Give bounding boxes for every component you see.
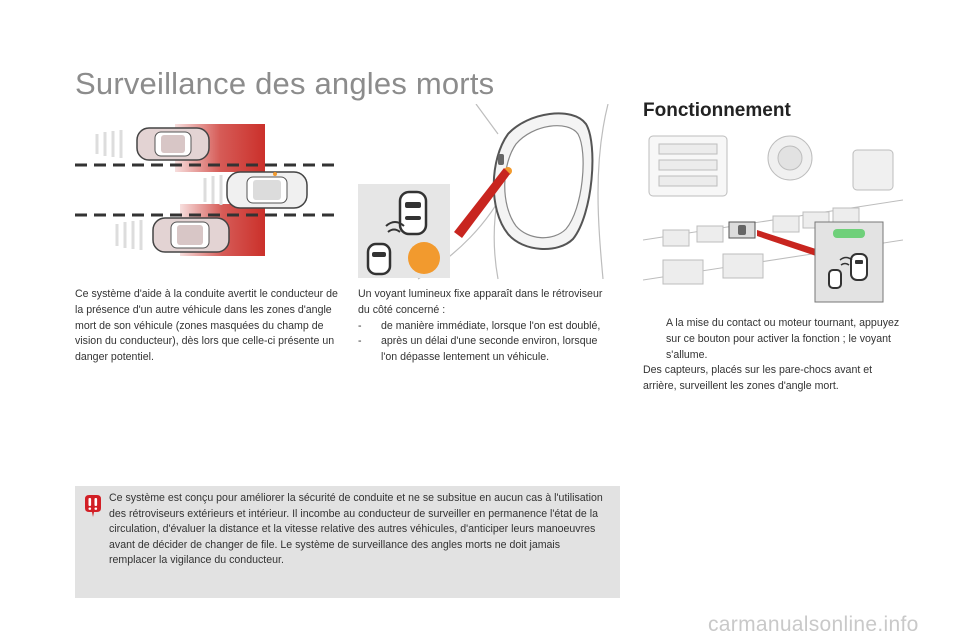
orange-indicator-icon [408,242,440,274]
car-upper [137,128,209,160]
sensors-text: Des capteurs, placés sur les pare-chocs avant et arrière, surveillent les zones d'angle mort. [643,364,873,393]
indicator-inset [358,184,450,278]
list-item-text: A la mise du contact ou moteur tournant, appuyez sur ce bouton pour activer la fonction ; le voyant s'allume. [666,317,900,361]
intro-text: Ce système d'aide à la conduite avertit le conducteur de la présence d'un autre véhicule dans les zones d'angle mort de son véhicule (zones masquées du champ de vision du conducteur), dès lors que celle-ci présente un danger potentiel. [75,288,338,364]
intro-paragraph [75,287,340,366]
indicator-paragraph [358,287,608,366]
indicator-intro: Un voyant lumineux fixe apparaît dans le rétroviseur du côté concerné : [358,288,603,316]
warning-text: Ce système est conçu pour améliorer la sécurité de conduite et ne se subsitue en aucun cas à l'utilisation des rétroviseurs extérieurs et intérieur. Il incombe au conducteur de surveiller en permanence l'état de la circulation, d'évaluer la distance et la vitesse relative des autres véhicules, d'anticiper leurs manoeuvres avant de décider de changer de file. Le système de surveillance des angles morts ne doit jamais remplacer la vigilance du conducteur. [109,492,603,567]
section-heading: Fonctionnement [643,100,791,121]
list-item [358,334,608,366]
dashboard-button-small [729,222,755,238]
arrow-bullet-icon [643,316,666,363]
warning-exclamation-icon [84,495,102,517]
list-dash: - [358,335,362,348]
mirror-indicator-illustration [358,104,618,280]
blind-spot-button [815,222,883,302]
warning-box [75,486,620,598]
list-item-text: de manière immédiate, lorsque l'on est doublé, [381,319,601,332]
watermark: carmanualsonline.info [708,613,919,636]
blind-spot-zones-illustration [75,118,340,258]
list-item [358,319,608,335]
car-lower [153,218,229,252]
activation-button-illustration [643,130,903,310]
list-item-text: après un délai d'une seconde environ, lorsque l'on dépasse lentement un véhicule. [381,335,598,364]
list-item [643,316,903,363]
side-mirror [494,113,593,249]
operation-paragraph [643,316,903,395]
list-dash: - [358,319,362,332]
page-title: Surveillance des angles morts [75,66,495,101]
car-own [227,172,307,208]
